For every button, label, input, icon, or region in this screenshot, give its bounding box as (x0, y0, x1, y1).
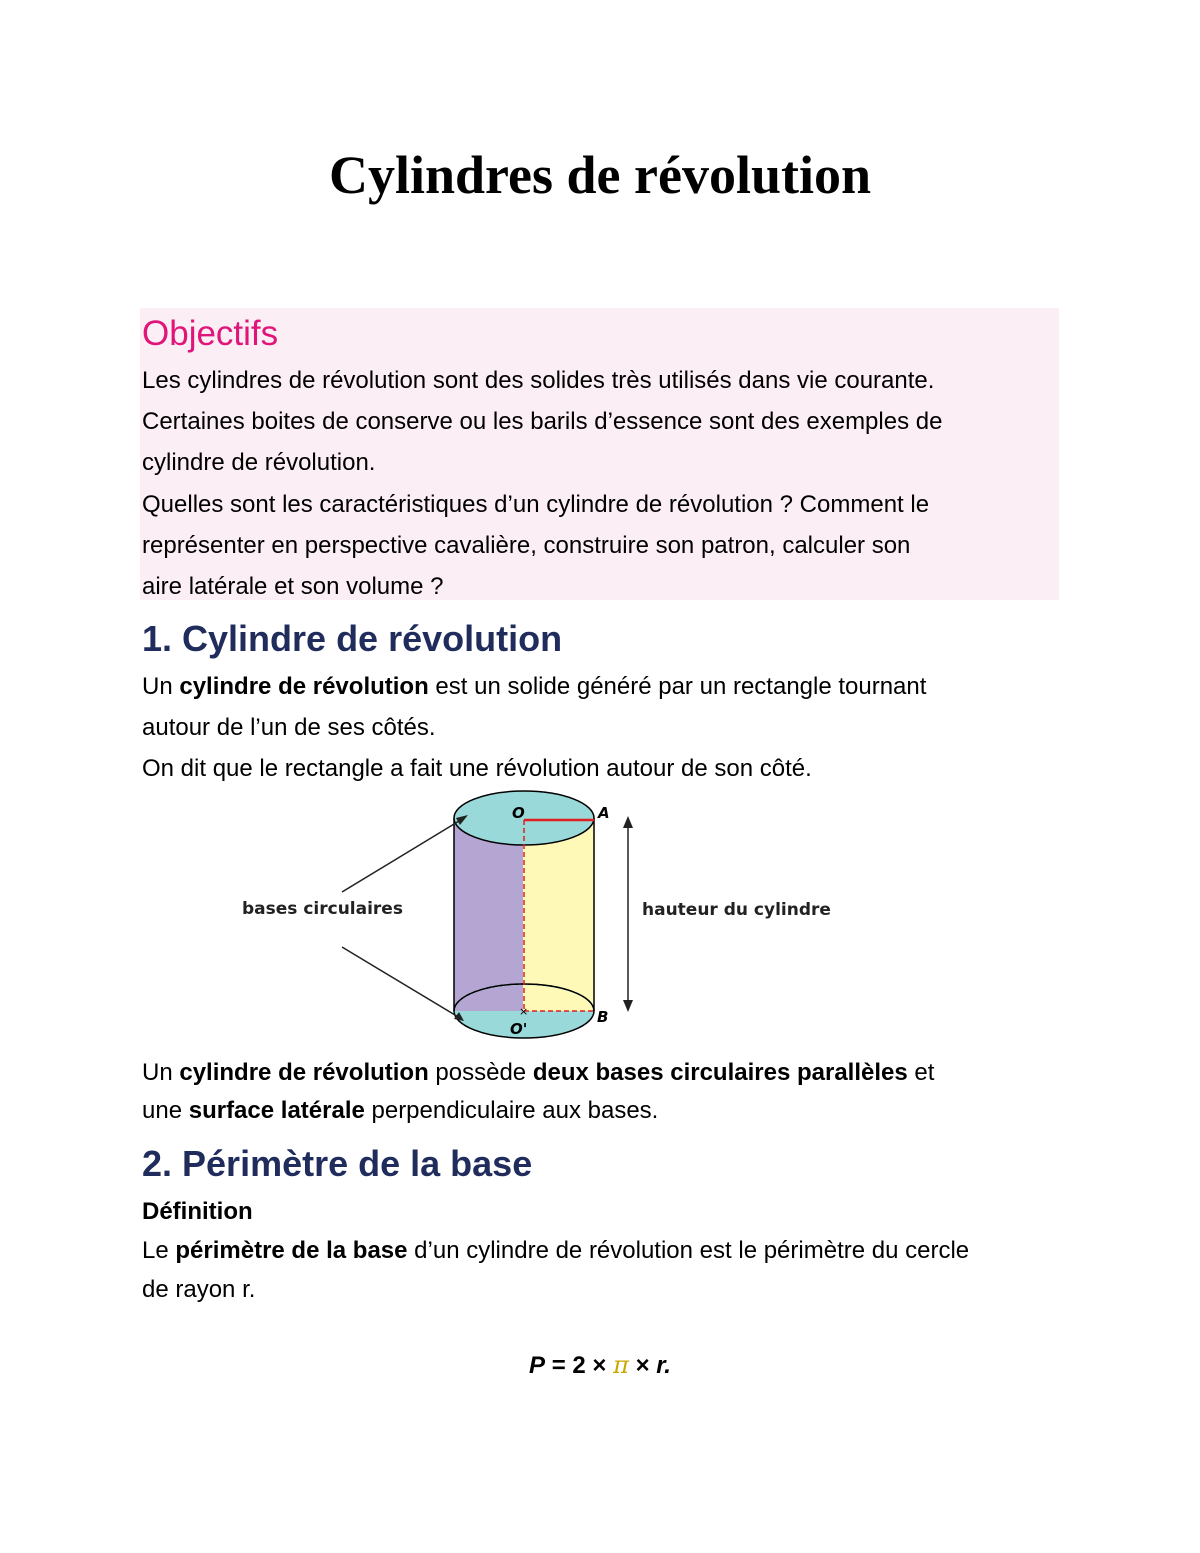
point-a: A (598, 804, 610, 822)
section1-property-line: Un cylindre de révolution possède deux bases circulaires parallèles et (142, 1059, 935, 1086)
section1-property-line: une surface latérale perpendiculaire aux bases. (142, 1097, 659, 1124)
page-title: Cylindres de révolution (328, 145, 872, 205)
section1-heading: 1. Cylindre de révolution (142, 618, 563, 659)
objectives-box (140, 308, 1059, 600)
section2-heading: 2. Périmètre de la base (142, 1143, 533, 1184)
definition-heading: Définition (142, 1198, 253, 1225)
objectives-line: aire latérale et son volume ? (142, 573, 444, 600)
definition-line: de rayon r. (142, 1276, 256, 1303)
definition-line: Le périmètre de la base d’un cylindre de révolution est le périmètre du cercle (142, 1237, 970, 1264)
point-b: B (597, 1008, 609, 1026)
objectives-line: représenter en perspective cavalière, construire son patron, calculer son (142, 532, 911, 559)
pi-symbol: π (613, 1351, 629, 1379)
arrow-to-top-base (342, 818, 464, 892)
objectives-line: Les cylindres de révolution sont des solides très utilisés dans vie courante. (142, 367, 935, 394)
label-bases-circulaires: bases circulaires (242, 899, 403, 919)
objectives-line: Certaines boites de conserve ou les barils d’essence sont des exemples de (142, 408, 943, 435)
point-o-prime: O' (510, 1020, 528, 1038)
objectives-line: cylindre de révolution. (142, 449, 376, 476)
label-hauteur-du-cylindre: hauteur du cylindre (642, 900, 831, 920)
cylinder-figure (142, 782, 922, 1052)
section1-paragraph-line: autour de l’un de ses côtés. (142, 714, 436, 741)
point-o: O (512, 804, 525, 822)
objectives-line: Quelles sont les caractéristiques d’un cylindre de révolution ? Comment le (142, 491, 930, 518)
section1-paragraph-line: On dit que le rectangle a fait une révolution autour de son côté. (142, 755, 812, 782)
section1-paragraph-line: Un cylindre de révolution est un solide généré par un rectangle tournant (142, 673, 927, 700)
lateral-surface-right (523, 818, 594, 1011)
arrow-to-bottom-base (342, 947, 460, 1018)
center-o-prime-cross: × (519, 1005, 529, 1018)
objectives-heading: Objectifs (142, 314, 279, 353)
perimeter-formula: P = 2 × π × r. (529, 1351, 671, 1379)
lateral-surface-left (454, 818, 523, 1011)
